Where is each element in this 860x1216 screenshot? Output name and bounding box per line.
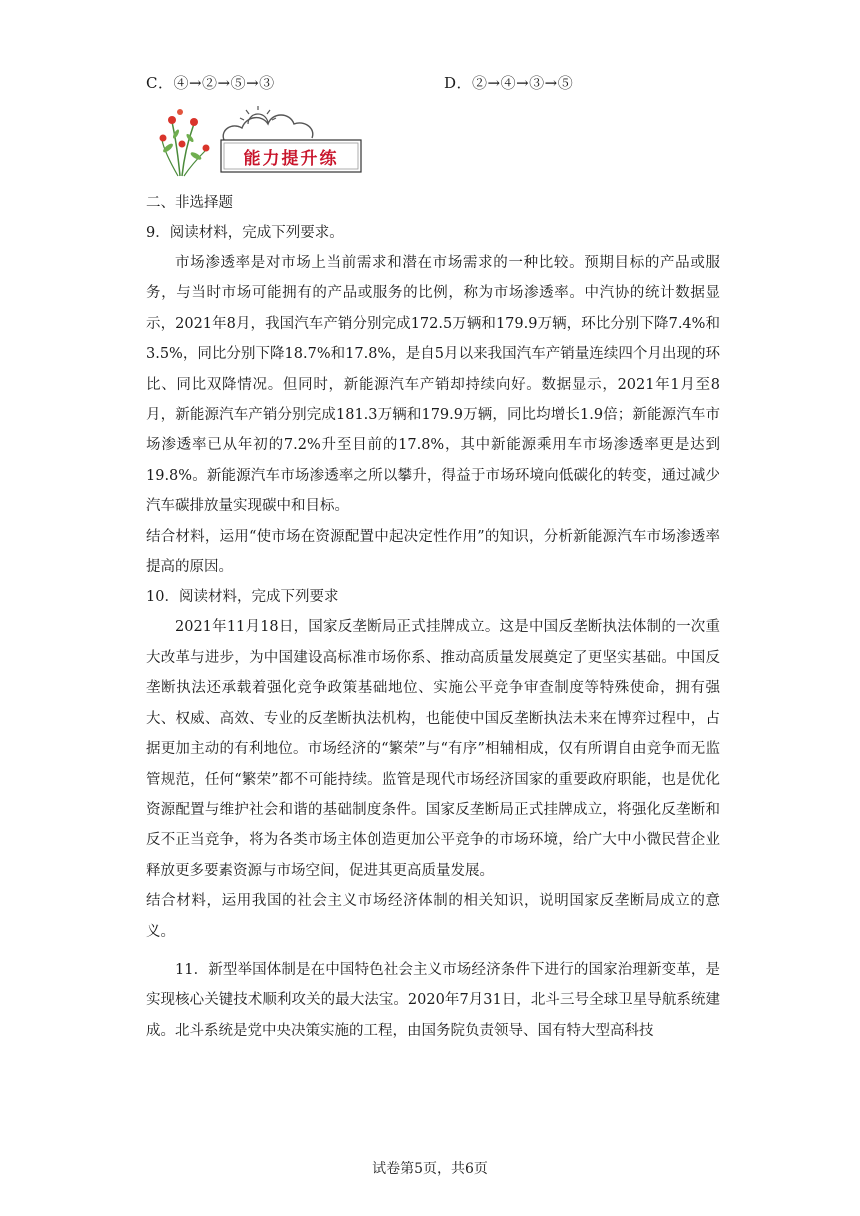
option-d: D．②→④→③→⑤: [444, 74, 574, 92]
q10-title: 10．阅读材料，完成下列要求: [146, 589, 339, 606]
banner-title: 能力提升练: [243, 148, 339, 169]
q9-title: 9．阅读材料，完成下列要求。: [146, 225, 344, 241]
section-heading: 二、非选择题: [146, 195, 233, 211]
option-c: C．④→②→⑤→③: [146, 74, 275, 92]
q9-question: 结合材料，运用“使市场在资源配置中起决定性作用”的知识，分析新能源汽车市场渗透率提高的原因。: [146, 528, 720, 576]
flower-icon: [160, 109, 210, 176]
q10-question: 结合材料，运用我国的社会主义市场经济体制的相关知识，说明国家反垄断局成立的意义。: [146, 893, 720, 940]
question-body: [146, 188, 720, 1046]
cloud-icon: [223, 115, 313, 140]
q11-text: 11．新型举国体制是在中国特色社会主义市场经济条件下进行的国家治理新变革，是实现核心关键技术顺利攻关的最大法宝。2020年7月31日，北斗三号全球卫星导航系统建成。北斗系统是党中央决策实施的工程，由国务院负责领导、国有特大型高科技: [146, 961, 720, 1039]
q9-material: 市场渗透率是对市场上当前需求和潜在市场需求的一种比较。预期目标的产品或服务，与当时市场可能拥有的产品或服务的比例，称为市场渗透率。中汽协的统计数据显示，2021年8月，我国汽车产销分别完成172.5万辆和179.9万辆，环比分别下降7.4%和3.5%，同比分别下降18.7%和17.8%，是自5月以来我国汽车产销量连续四个月出现的环比、同比双降情况。但同时，新能源汽车产销却持续向好。数据显示，2021年1月至8月，新能源汽车产销分别完成181.3万辆和179.9万辆，同比均增长1.9倍；新能源汽车市场渗透率已从年初的7.2%升至目前的17.8%，其中新能源乘用车市场渗透率更是达到19.8%。新能源汽车市场渗透率之所以攀升，得益于市场环境向低碳化的转变，通过减少汽车碳排放量实现碳中和目标。: [146, 255, 720, 515]
page-footer: 试卷第5页，共6页: [372, 1161, 488, 1177]
q10-material: 2021年11月18日，国家反垄断局正式挂牌成立。这是中国反垄断执法体制的一次重大改革与进步，为中国建设高标准市场你系、推动高质量发展奠定了更坚实基础。中国反垄断执法还承载着强化竞争政策基础地位、实施公平竞争审查制度等特殊使命，拥有强大、权威、高效、专业的反垄断执法机构，也能使中国反垄断执法未来在博弈过程中，占据更加主动的有利地位。市场经济的“繁荣”与“有序”相辅相成，仅有所谓自由竞争而无监管规范，任何“繁荣”都不可能持续。监管是现代市场经济国家的重要政府职能，也是优化资源配置与维护社会和谐的基础制度条件。国家反垄断局正式挂牌成立，将强化反垄断和反不正当竞争，将为各类市场主体创造更加公平竞争的市场环境，给广大中小微民营企业释放更多要素资源与市场空间，促进其更高质量发展。: [146, 619, 720, 879]
